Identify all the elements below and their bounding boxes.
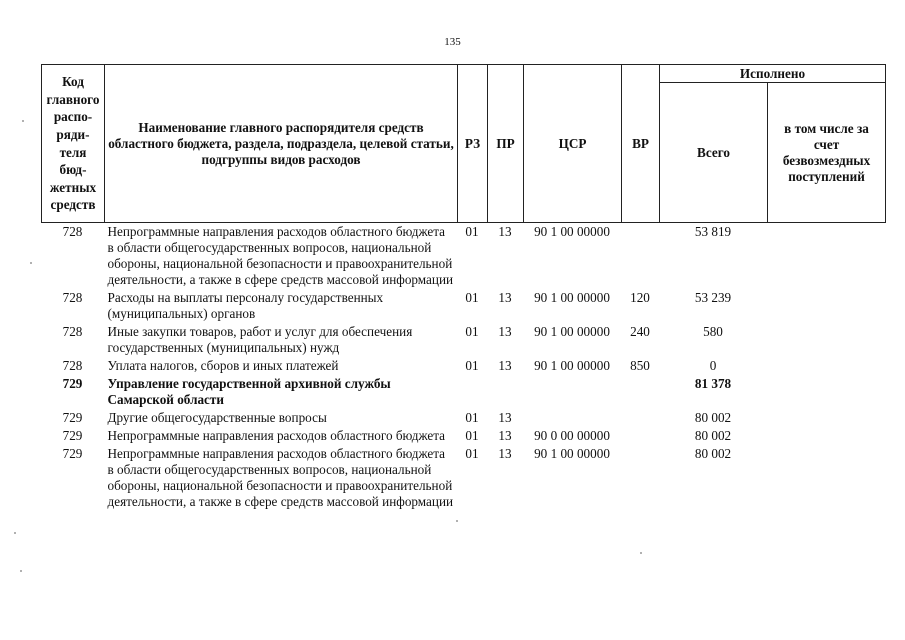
scan-speck xyxy=(30,262,32,264)
table-row xyxy=(42,427,886,445)
header-code: Код главного распо-ряди-теля бюд-жетных средств xyxy=(42,65,105,223)
scan-speck xyxy=(20,570,22,572)
header-executed: Исполнено xyxy=(660,65,886,83)
row-csr: 90 1 00 00000 xyxy=(534,358,610,373)
row-pr: 13 xyxy=(498,224,512,239)
row-pr: 13 xyxy=(498,446,512,461)
row-code: 729 xyxy=(62,376,83,391)
header-total: Всего xyxy=(660,83,768,223)
row-vr xyxy=(622,223,660,290)
scan-speck xyxy=(22,120,24,122)
header-vr: ВР xyxy=(622,65,660,223)
row-csr xyxy=(524,409,622,427)
header-gratuitous: в том числе за счет безвозмездных поступлений xyxy=(768,83,886,223)
table-row xyxy=(42,223,886,290)
table-row xyxy=(42,289,886,323)
row-vr xyxy=(622,445,660,511)
row-total: 80 002 xyxy=(694,446,732,461)
row-pr: 13 xyxy=(498,358,512,373)
row-vr: 120 xyxy=(630,290,650,305)
row-gratuitous xyxy=(768,445,886,511)
row-pr: 13 xyxy=(498,324,512,339)
header-pr: ПР xyxy=(488,65,524,223)
row-gratuitous xyxy=(768,289,886,323)
row-rz: 01 xyxy=(465,324,479,339)
budget-execution-table xyxy=(41,64,886,511)
row-rz: 01 xyxy=(465,358,479,373)
row-code: 729 xyxy=(62,446,83,461)
row-name: Расходы на выплаты персоналу государственных (муниципальных) органов xyxy=(107,290,384,321)
row-name: Уплата налогов, сборов и иных платежей xyxy=(107,358,339,373)
row-pr: 13 xyxy=(498,428,512,443)
row-gratuitous xyxy=(768,323,886,357)
row-total: 80 002 xyxy=(694,428,732,443)
header-rz: РЗ xyxy=(458,65,488,223)
row-name: Управление государственной архивной службы Самарской области xyxy=(107,376,391,407)
scan-speck xyxy=(456,520,458,522)
row-gratuitous xyxy=(768,223,886,290)
row-pr: 13 xyxy=(498,410,512,425)
header-csr: ЦСР xyxy=(524,65,622,223)
row-gratuitous xyxy=(768,357,886,375)
row-vr xyxy=(622,427,660,445)
row-code: 728 xyxy=(62,224,83,239)
row-name: Иные закупки товаров, работ и услуг для обеспечения государственных (муниципальных) нужд xyxy=(107,324,413,355)
row-vr: 240 xyxy=(630,324,650,339)
scan-speck xyxy=(640,552,642,554)
row-csr: 90 0 00 00000 xyxy=(534,428,610,443)
row-rz: 01 xyxy=(465,428,479,443)
row-total: 580 xyxy=(703,324,723,339)
row-name: Непрограммные направления расходов областного бюджета в области общегосударственных вопросов, национальной обороны, национальной безопасности и правоохранительной деятельности, а также в сфере средств массовой информации xyxy=(107,446,454,509)
row-vr xyxy=(622,375,660,409)
row-total: 53 819 xyxy=(694,224,732,239)
scan-speck xyxy=(14,532,16,534)
row-name: Непрограммные направления расходов областного бюджета в области общегосударственных вопросов, национальной обороны, национальной безопасности и правоохранительной деятельности, а также в сфере средств массовой информации xyxy=(107,224,454,287)
row-gratuitous xyxy=(768,375,886,409)
row-csr: 90 1 00 00000 xyxy=(534,290,610,305)
row-rz: 01 xyxy=(465,446,479,461)
page-number: 135 xyxy=(444,36,461,48)
row-rz: 01 xyxy=(465,290,479,305)
row-vr xyxy=(622,409,660,427)
row-csr: 90 1 00 00000 xyxy=(534,224,610,239)
table-row xyxy=(42,409,886,427)
row-name: Другие общегосударственные вопросы xyxy=(107,410,327,425)
row-code: 728 xyxy=(62,358,83,373)
row-csr: 90 1 00 00000 xyxy=(534,324,610,339)
row-total: 53 239 xyxy=(694,290,732,305)
row-total: 81 378 xyxy=(694,376,732,391)
table-row-group-heading xyxy=(42,375,886,409)
row-rz xyxy=(458,375,488,409)
row-pr: 13 xyxy=(498,290,512,305)
row-csr xyxy=(524,375,622,409)
table-row xyxy=(42,357,886,375)
header-row-top xyxy=(42,65,886,83)
row-code: 729 xyxy=(62,428,83,443)
row-name: Непрограммные направления расходов областного бюджета xyxy=(107,428,446,443)
row-total: 0 xyxy=(709,358,717,373)
row-gratuitous xyxy=(768,409,886,427)
row-code: 728 xyxy=(62,290,83,305)
row-csr: 90 1 00 00000 xyxy=(534,446,610,461)
row-total: 80 002 xyxy=(694,410,732,425)
row-pr xyxy=(488,375,524,409)
table-row xyxy=(42,445,886,511)
row-code: 729 xyxy=(62,410,83,425)
row-code: 728 xyxy=(62,324,83,339)
row-rz: 01 xyxy=(465,224,479,239)
table-row xyxy=(42,323,886,357)
row-rz: 01 xyxy=(465,410,479,425)
row-vr: 850 xyxy=(630,358,650,373)
header-name: Наименование главного распорядителя средств областного бюджета, раздела, подраздела, целевой статьи, подгруппы видов расходов xyxy=(105,65,458,223)
row-gratuitous xyxy=(768,427,886,445)
